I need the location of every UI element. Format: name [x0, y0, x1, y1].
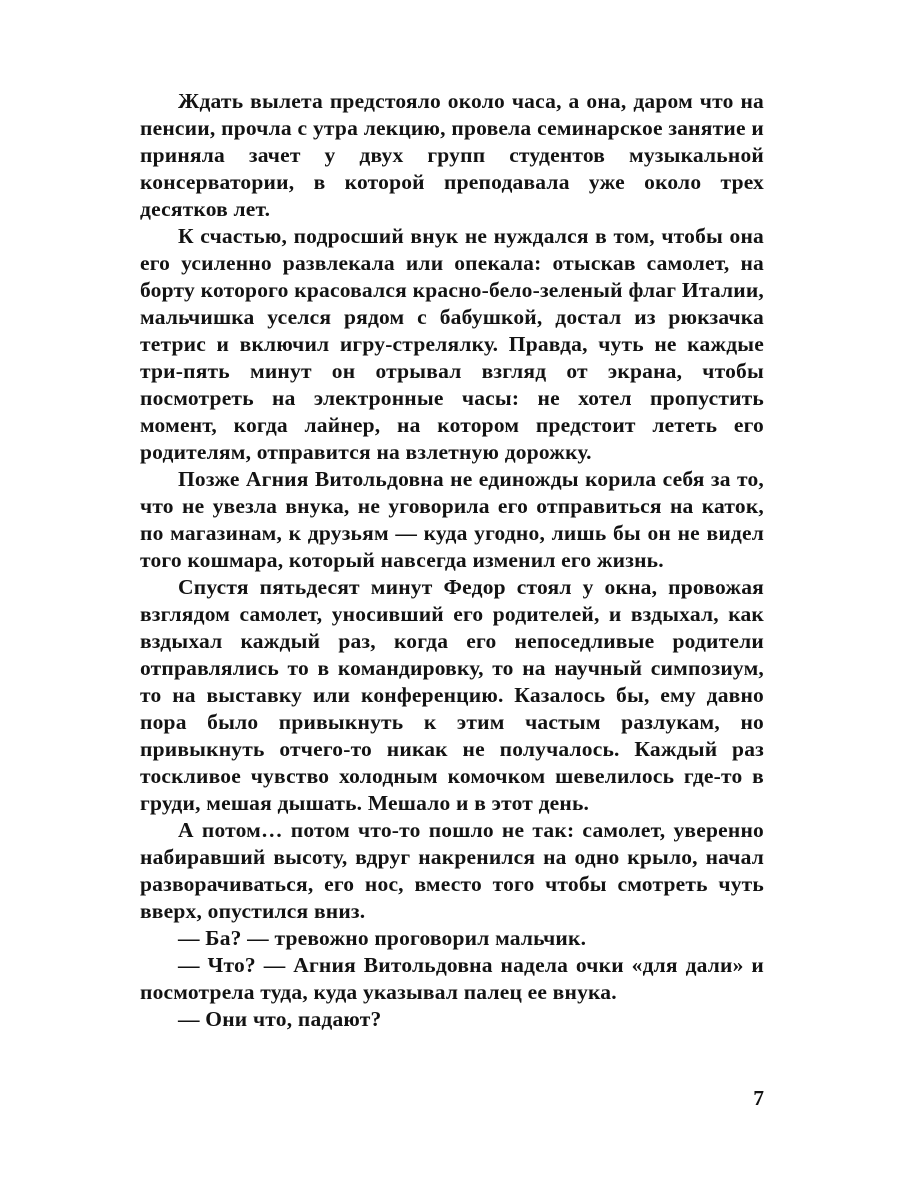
paragraph: А потом… потом что-то пошло не так: самолет, уверенно набиравший высоту, вдруг накренился на одно крыло, начал разворачиваться, его нос, вместо того чтобы смотреть чуть вверх, опустился вниз. — [140, 818, 764, 923]
paragraph: Ждать вылета предстояло около часа, а она, даром что на пенсии, прочла с утра лекцию, провела семинарское занятие и приняла зачет у двух групп студентов музыкальной консерватории, в которой преподавала уже около трех десятков лет. — [140, 89, 764, 221]
paragraph-dialogue: — Что? — Агния Витольдовна надела очки «для дали» и посмотрела туда, куда указывал палец ее внука. — [140, 953, 764, 1004]
paragraph-dialogue: — Они что, падают? — [178, 1007, 382, 1031]
page-number: 7 — [753, 1086, 764, 1110]
text-block — [140, 88, 764, 1033]
paragraph: Спустя пятьдесят минут Федор стоял у окна, провожая взглядом самолет, уносивший его родителей, и вздыхал, как вздыхал каждый раз, когда его непоседливые родители отправлялись то в командировку, то на научный симпозиум, то на выставку или конференцию. Казалось бы, ему давно пора было привыкнуть к этим частым разлукам, но привыкнуть отчего-то никак не получалось. Каждый раз тоскливое чувство холодным комочком шевелилось где-то в груди, мешая дышать. Мешало и в этот день. — [140, 575, 764, 815]
paragraph: К счастью, подросший внук не нуждался в том, чтобы она его усиленно развлекала или опекала: отыскав самолет, на борту которого красовался красно-бело-зеленый флаг Италии, мальчишка уселся рядом с бабушкой, достал из рюкзачка тетрис и включил игру-стрелялку. Правда, чуть не каждые три-пять минут он отрывал взгляд от экрана, чтобы посмотреть на электронные часы: не хотел пропустить момент, когда лайнер, на котором предстоит лететь его родителям, отправится на взлетную дорожку. — [140, 224, 764, 464]
paragraph-dialogue: — Ба? — тревожно проговорил мальчик. — [178, 926, 587, 950]
paragraph: Позже Агния Витольдовна не единожды корила себя за то, что не увезла внука, не уговорила его отправиться на каток, по магазинам, к друзьям — куда угодно, лишь бы он не видел того кошмара, который навсегда изменил его жизнь. — [140, 467, 764, 572]
